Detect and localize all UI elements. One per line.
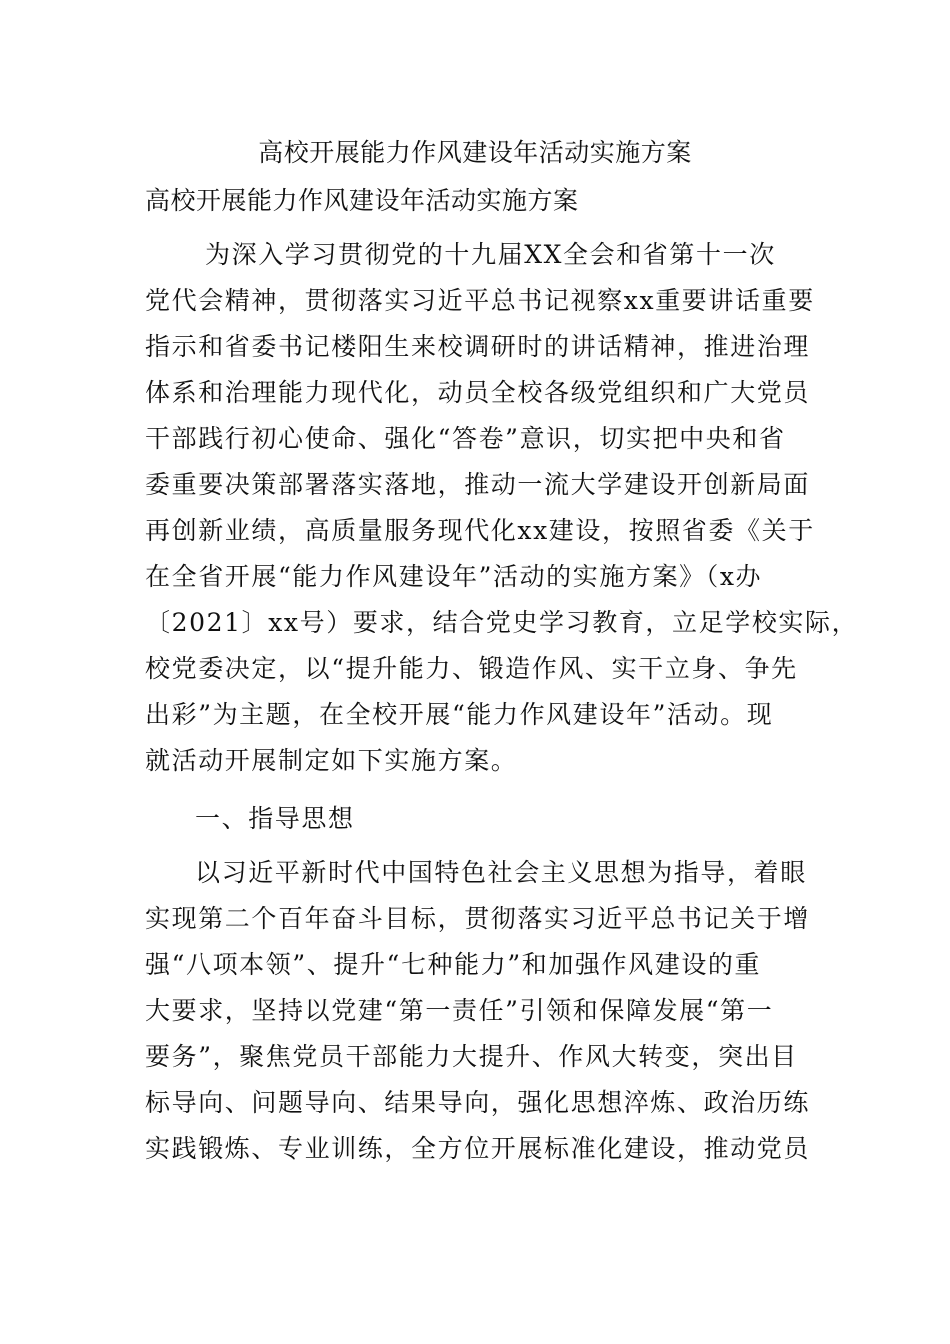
body-line: 出彩”为主题，在全校开展“能力作风建设年”活动。现 [145,700,774,729]
body-line: 要务”，聚焦党员干部能力大提升、作风大转变，突出目 [145,1042,798,1071]
body-line: 实践锻炼、专业训练，全方位开展标准化建设，推动党员 [145,1134,811,1163]
body-line: 标导向、问题导向、结果导向，强化思想淬炼、政治历练 [145,1088,811,1117]
body-line: 在全省开展“能力作风建设年”活动的实施方案》（x办 [145,562,763,591]
section-heading: 一、指导思想 [195,804,355,833]
body-line: 大要求，坚持以党建“第一责任”引领和保障发展“第一 [145,996,774,1025]
body-line: 党代会精神，贯彻落实习近平总书记视察xx重要讲话重要 [145,286,815,315]
body-line: 〔2021〕xx号）要求，结合党史学习教育，立足学校实际， [145,608,859,637]
body-line: 再创新业绩，高质量服务现代化xx建设，按照省委《关于 [145,516,815,545]
body-line: 以习近平新时代中国特色社会主义思想为指导，着眼 [195,858,807,887]
body-line: 强“八项本领”、提升“七种能力”和加强作风建设的重 [145,950,762,979]
body-line: 委重要决策部署落实落地，推动一流大学建设开创新局面 [145,470,811,499]
body-line: 实现第二个百年奋斗目标，贯彻落实习近平总书记关于增 [145,904,811,933]
body-line: 干部践行初心使命、强化“答卷”意识，切实把中央和省 [145,424,786,453]
body-line: 就活动开展制定如下实施方案。 [145,746,518,775]
body-line: 校党委决定，以“提升能力、锻造作风、实干立身、争先 [145,654,798,683]
body-line: 指示和省委书记楼阳生来校调研时的讲话精神，推进治理 [145,332,811,361]
body-line: 为深入学习贯彻党的十九届XX全会和省第十一次 [205,240,776,269]
document-title: 高校开展能力作风建设年活动实施方案 [258,138,692,167]
body-line: 体系和治理能力现代化，动员全校各级党组织和广大党员 [145,378,811,407]
document-subtitle: 高校开展能力作风建设年活动实施方案 [145,186,579,215]
